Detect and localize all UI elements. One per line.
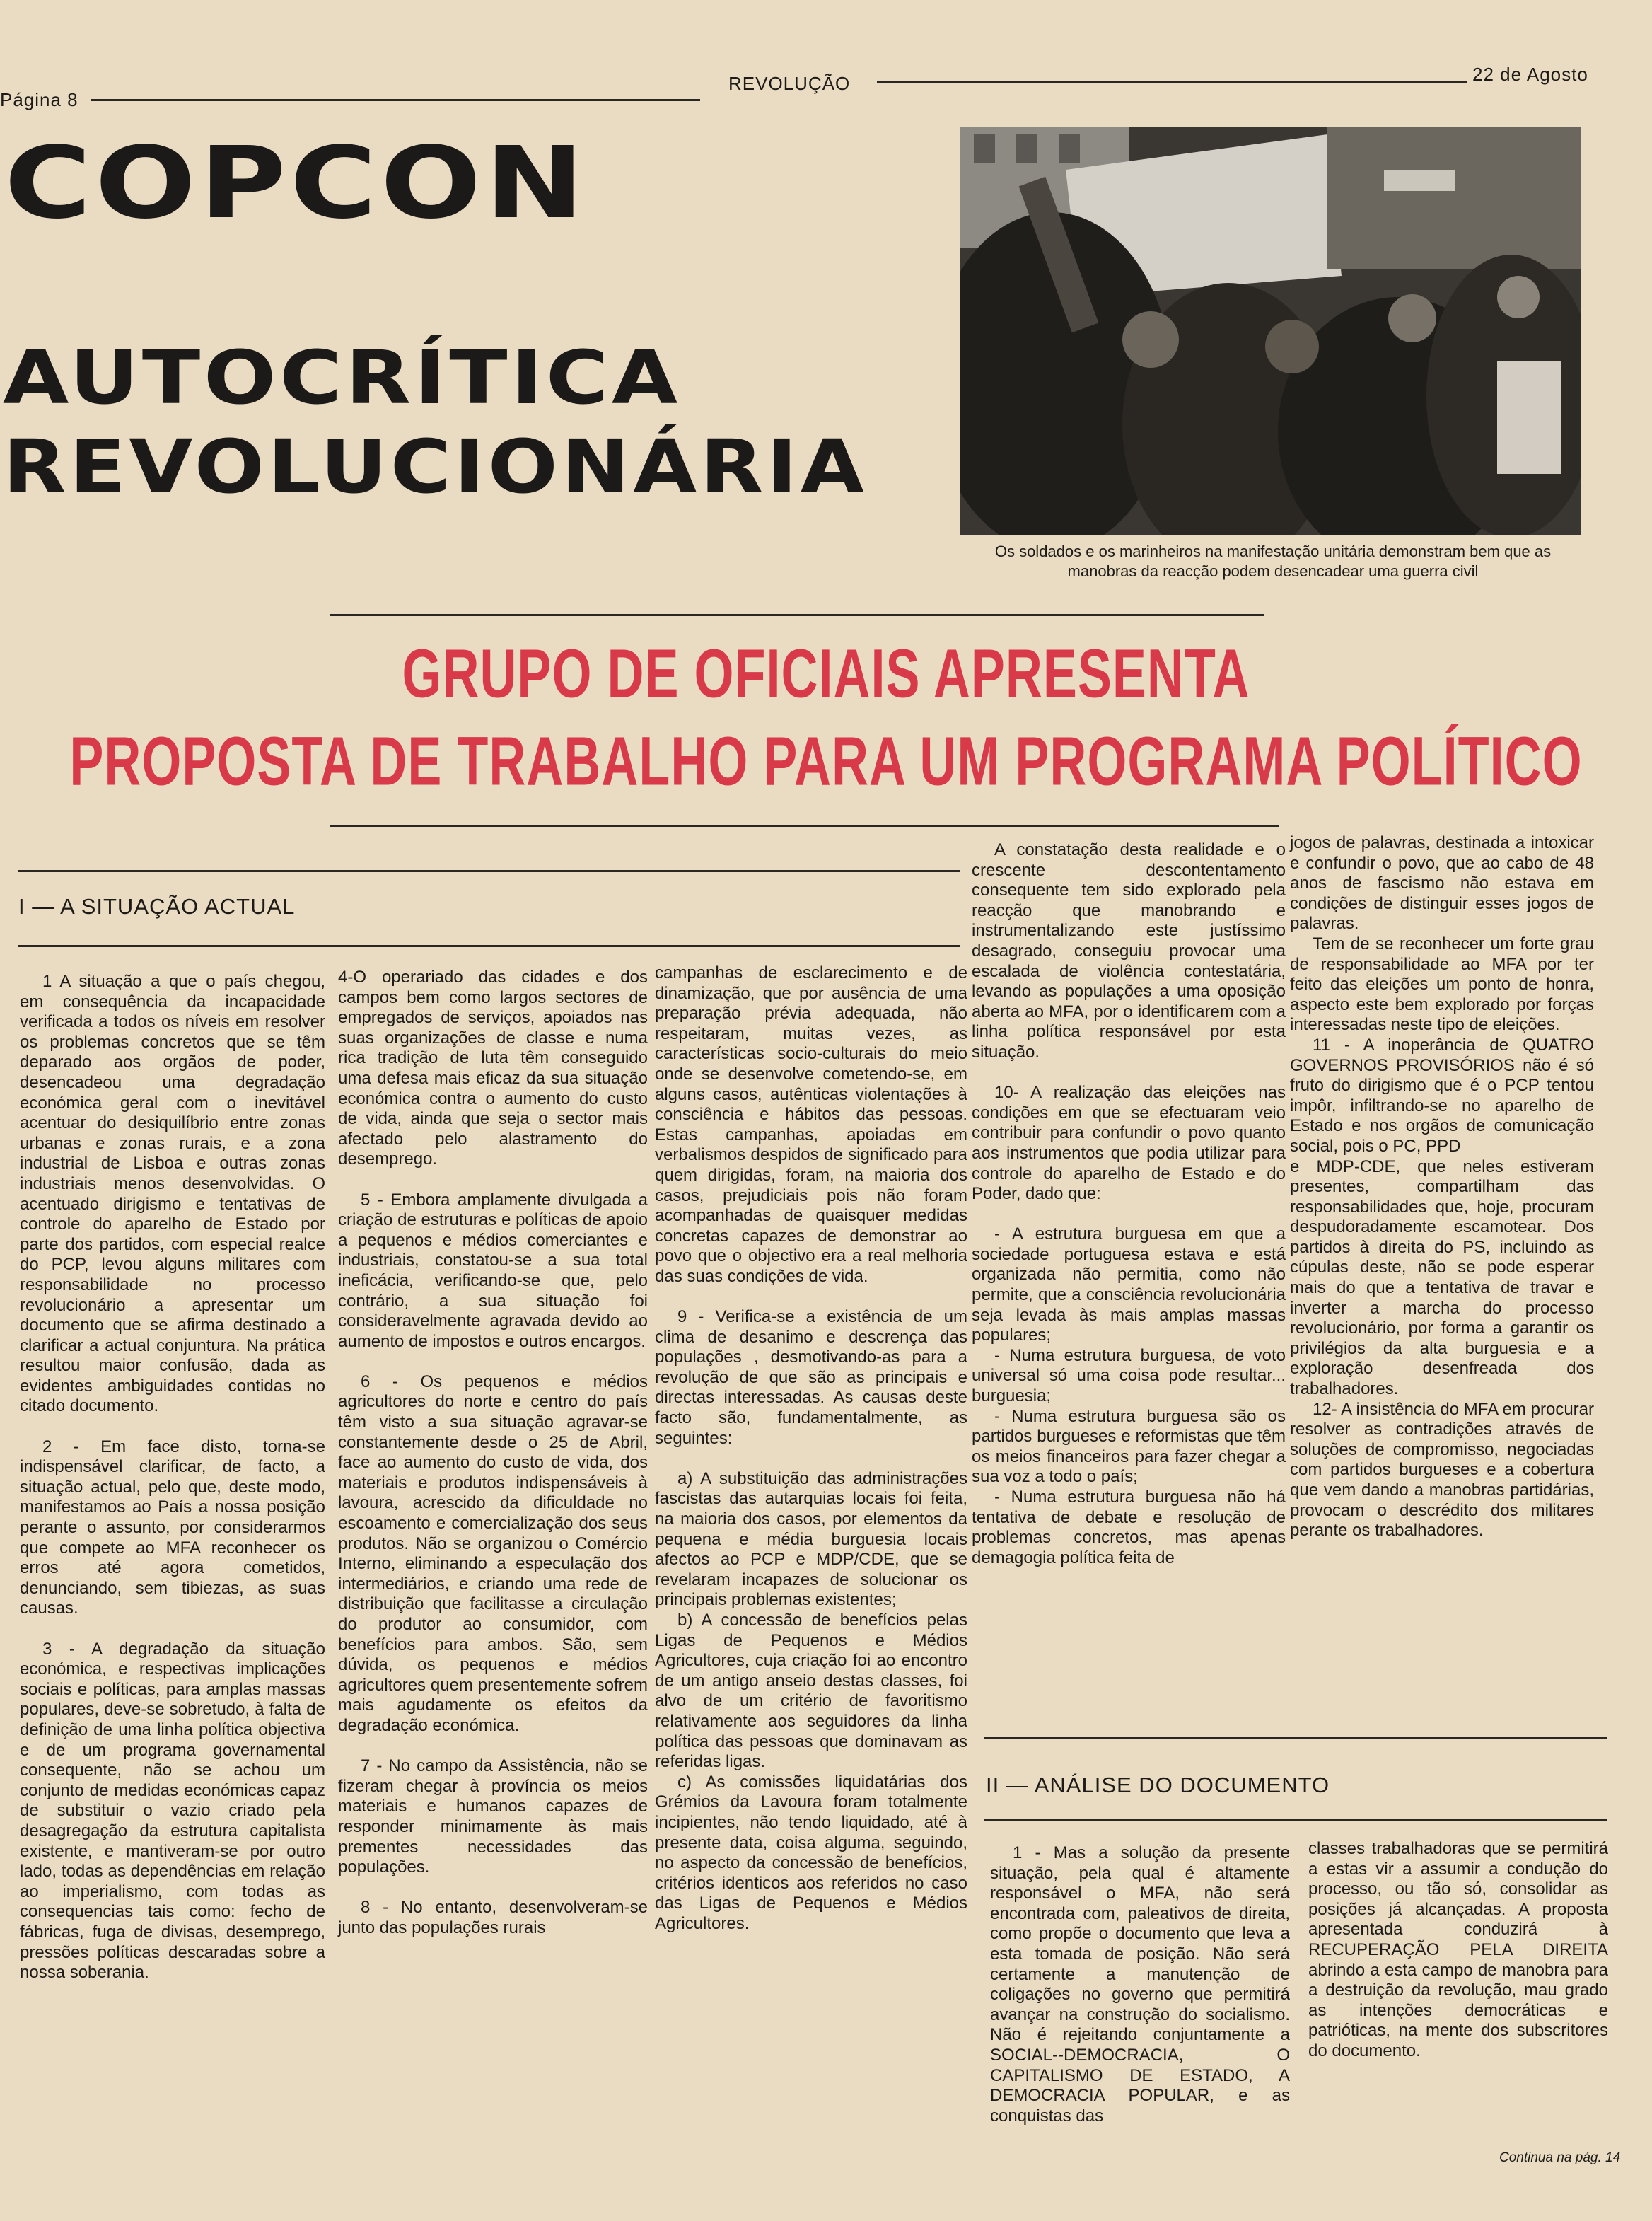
paragraph-4: 4-O operariado das cidades e dos campos bem como largos sectores de empregados de serviços, apoiados nas suas organizações de classe e numa rica tradição de luta têm conseguido uma defesa mais eficaz da sua situação económica contra o aumento do custo de vida, ainda que seja o sector mais afectado pelo alastramento do desemprego.: [338, 968, 648, 1169]
issue-date: 22 de Agosto: [1472, 64, 1588, 85]
photo-caption-line-2: manobras da reacção podem desencadear uma guerra civil: [1067, 562, 1479, 580]
item-a: a) A substituição das administrações fascistas das autarquias locais foi feita, na maioria dos casos, por elementos da pequena e média burguesia locais afectos ao PCP e MDP/CDE, que se revelaram incapazes de solucionar os principais problemas existentes;: [655, 1468, 967, 1610]
article-column-2: [338, 968, 648, 1959]
paragraph-8-continued: campanhas de esclarecimento e de dinamização, que por ausência de uma preparação prévia adequada, não respeitaram, muitas vezes, as características socio-culturais do meio onde se desenvolve cometendo-se, em alguns casos, autênticas violentações à consciência e hábitos das pessoas. Estas campanhas, apoiadas em verbalismos despidos de significado para quem dirigidas, foram, na maioria dos casos, prejudiciais pois não foram acompanhadas de quaisquer medidas concretas capazes de demonstrar ao povo que o objectivo era a real melhoria das suas condições de vida.: [655, 963, 967, 1286]
paragraph-3: 3 - A degradação da situação económica, e respectivas implicações sociais e políticas, para amplas massas populares, deve-se sobretudo, à falta de definição de uma linha política objectiva e de um programa governamental consequente, não se achou um conjunto de medidas económicas capaz de substituir o vazio criado pela desagregação da estrutura capitalista existente, e mantiveram-se por outro lado, todas as dependências em relação ao imperialismo, com todas as consequencias tais como: fecho de fábricas, fuga de divisas, desemprego, pressões políticas descaradas sobre a nossa soberania.: [20, 1639, 325, 1983]
item-b: b) A concessão de benefícios pelas Ligas de Pequenos e Médios Agricultores, cuja criação foi ao encontro de um antigo anseio destas classes, foi alvo de um critério de favoritismo relativamente aos seguidores da linha política das pessoas que dominavam as referidas ligas.: [655, 1611, 967, 1772]
article-column-3: [655, 963, 967, 1935]
protest-photo-drawing: [960, 127, 1581, 535]
section-2-rule-bottom: [984, 1819, 1607, 1821]
header-rule-left: [91, 99, 700, 101]
subtitle-line-2: REVOLUCIONÁRIA: [3, 424, 868, 510]
article-column-4: [972, 840, 1286, 1568]
paragraph-5: 5 - Embora amplamente divulgada a criação de estruturas e políticas de apoio a pequenos e médios comerciantes e industriais, constatou-se a sua total ineficácia, verificando-se que, pelo contrário, a sua situação foi consideravelmente agravada devido ao aumento de impostos e outros encargos.: [338, 1190, 648, 1351]
protest-photo: [960, 127, 1581, 535]
paragraph-word-games: jogos de palavras, destinada a intoxicar e confundir o povo, que ao cabo de 48 anos de fascismo não estava em condições de distinguir esses jogos de palavras.: [1290, 833, 1594, 934]
paragraph-responsibility: Tem de se reconhecer um forte grau de responsabilidade ao MFA por ter feito das eleições um ponto de honra, aspecto este bem explorado por forças interessadas neste tipo de eleições.: [1290, 934, 1594, 1035]
subtitle-line-1: AUTOCRÍTICA: [3, 335, 681, 421]
section-2-title: II — ANÁLISE DO DOCUMENTO: [986, 1773, 1330, 1797]
dash-item-2: - Numa estrutura burguesa, de voto universal só uma coisa pode resultar... burguesia;: [972, 1345, 1286, 1406]
headline-rule-top: [330, 614, 1264, 616]
dash-item-4: - Numa estrutura burguesa não há tentativa de debate e resolução de problemas concretos, mas apenas demagogia política feita de: [972, 1488, 1286, 1567]
paragraph-11-continued: e MDP-CDE, que neles estiveram presentes, compartilham das responsabilidades que, hoje, procuram despudoradamente escamotear. Dos partidos à direita do PS, incluindo as cúpulas deste, não se pode esperar mais do que a tentativa de travar e inverter a marcha do processo revolucionário, por forma a garantir os privilégios da alta burguesia e a exploração desenfreada dos trabalhadores.: [1290, 1156, 1594, 1399]
headline-line-2: PROPOSTA DE TRABALHO PARA UM PROGRAMA POLÍTICO: [69, 724, 1583, 800]
item-c: c) As comissões liquidatárias dos Grémios da Lavoura foram totalmente incipientes, não tendo liquidado, até à presente data, coisa alguma, seguindo, no aspecto da concessão de benefícios, critérios identicos aos referidos no caso das Ligas de Pequenos e Médios Agricultores.: [655, 1772, 967, 1933]
photo-caption: [948, 542, 1598, 581]
article-column-1: [20, 972, 325, 2003]
section-1-rule-top: [18, 870, 960, 872]
paragraph-6: 6 - Os pequenos e médios agricultores do norte e centro do país têm visto a sua situação agravar-se constantemente desde o 25 de Abril, face ao aumento do custo de vida, dos materiais e produtos indispensáveis à lavoura, acrescido da dificuldade no escoamento e comercialização dos seus produtos. Não se organizou o Comércio Interno, eliminando a especulação dos intermediários, e criando uma rede de distribuição que facilitasse a circulação do produtor ao consumidor, com benefícios para ambos. São, sem dúvida, os pequenos e médios agricultores quem presentemente sofrem mais agudamente os efeitos da degradação económica.: [338, 1372, 648, 1735]
photo-caption-line-1: Os soldados e os marinheiros na manifestação unitária demonstram bem que as: [994, 543, 1552, 560]
headline-rule-bottom: [330, 825, 1279, 827]
page-number: Página 8: [0, 89, 78, 110]
paragraph-12: 12- A insistência do MFA em procurar resolver as contradições através de soluções de compromisso, negociadas com partidos burgueses e a cobertura que vem dando a manobras partidárias, provocam o descrédito dos militares perante os trabalhadores.: [1290, 1399, 1594, 1541]
paragraph-7: 7 - No campo da Assistência, não se fizeram chegar à província os meios materiais e humanos capazes de responder minimamente às mais prementes necessidades das populações.: [338, 1756, 648, 1877]
paragraph-observation: A constatação desta realidade e o crescente descontentamento consequente tem sido explorado pela reacção que manobrando e instrumentalizando este justíssimo desagrado, conseguiu provocar uma escalada de violência contestatária, levando as populações a uma oposição aberta ao MFA, por o identificarem com a linha política responsável por esta situação.: [972, 840, 1286, 1062]
paragraph-9: 9 - Verifica-se a existência de um clima de desanimo e descrença das populações , desmotivando-as para a revolução de que são as principais e directas interessadas. As causas deste facto são, fundamentalmente, as seguintes:: [655, 1307, 967, 1448]
section-1-title: I — A SITUAÇÃO ACTUAL: [18, 894, 296, 919]
paragraph-1: 1 A situação a que o país chegou, em consequência da incapacidade verificada a todos os níveis em resolver os problemas concretos que se têm deparado aos orgãos de poder, desencadeou uma degradação económica geral com o inevitável acentuar do desiquilíbrio entre zonas urbanas e zonas rurais, e a zona industrial de Lisboa e outras zonas industriais menos desenvolvidas. O acentuado dirigismo e tentativas de controle do aparelho de Estado por parte dos partidos, com especial realce do PCP, levou alguns militares com responsabilidade no processo revolucionário a apresentar um documento que se afirma destinado a clarificar a actual conjuntura. Na prática resultou maior confusão, dada as evidentes ambiguidades contidas no citado documento.: [20, 972, 325, 1416]
newspaper-name: REVOLUÇÃO: [728, 73, 851, 94]
analysis-paragraph-1: 1 - Mas a solução da presente situação, pela qual é altamente responsável o MFA, não será encontrada com, paleativos de direita, como propõe o documento que leva a esta tomada de posição. Não será certamente a manutenção de coligações no governo que permitirá avançar na construção do socialismo. Não é rejeitando conjuntamente a SOCIAL--DEMOCRACIA, O CAPITALISMO DE ESTADO, A DEMOCRACIA POPULAR, e as conquistas das: [990, 1843, 1290, 2126]
article-column-6: [990, 1843, 1290, 2147]
main-title: COPCON: [4, 126, 588, 241]
section-2-rule-top: [984, 1737, 1607, 1739]
dash-item-1: - A estrutura burguesa em que a sociedade portuguesa estava e está organizada não permitia, como não permite, que a consciência revolucionária seja levada às mais amplas massas populares;: [972, 1224, 1286, 1345]
paragraph-11: 11 - A inoperância de QUATRO GOVERNOS PROVISÓRIOS não é só fruto do dirigismo que é o PCP tentou impôr, infiltrando-se no aparelho de Estado e nos orgãos de comunicação social, pois o PC, PPD: [1290, 1035, 1594, 1156]
article-column-7: [1308, 1839, 1608, 2082]
headline-line-1: GRUPO DE OFICIAIS APRESENTA: [402, 636, 1250, 712]
paragraph-2: 2 - Em face disto, torna-se indispensável clarificar, de facto, a situação actual, pelo que, deste modo, manifestamos ao País a nossa posição perante o assunto, por considerarmos que compete ao MFA reconhecer os erros até agora cometidos, denunciando, sem tibiezas, as suas causas.: [20, 1437, 325, 1618]
article-column-5: [1290, 833, 1594, 1541]
analysis-paragraph-1-continued: classes trabalhadoras que se permitirá a estas vir a assumir a condução do processo, ou tão só, consolidar as posições já alcançadas. A proposta apresentada conduzirá à RECUPERAÇÃO PELA DIREITA abrindo a esta campo de manobra para a destruição da revolução, mau grado as intenções democráticas e patrióticas, na mente dos subscritores do documento.: [1308, 1839, 1608, 2060]
continued-on-page-note: Continua na pág. 14: [1499, 2150, 1621, 2165]
dash-item-3: - Numa estrutura burguesa são os partidos burgueses e reformistas que têm os meios financeiros para fazer chegar a sua voz a todo o país;: [972, 1406, 1286, 1487]
section-1-rule-bottom: [18, 945, 960, 947]
paragraph-8: 8 - No entanto, desenvolveram-se junto das populações rurais: [338, 1898, 648, 1937]
header-rule-right: [877, 81, 1467, 83]
paragraph-10: 10- A realização das eleições nas condições em que se efectuaram veio contribuir para confundir o povo quanto aos instrumentos que podia utilizar para controle do aparelho de Estado e do Poder, dado que:: [972, 1083, 1286, 1204]
